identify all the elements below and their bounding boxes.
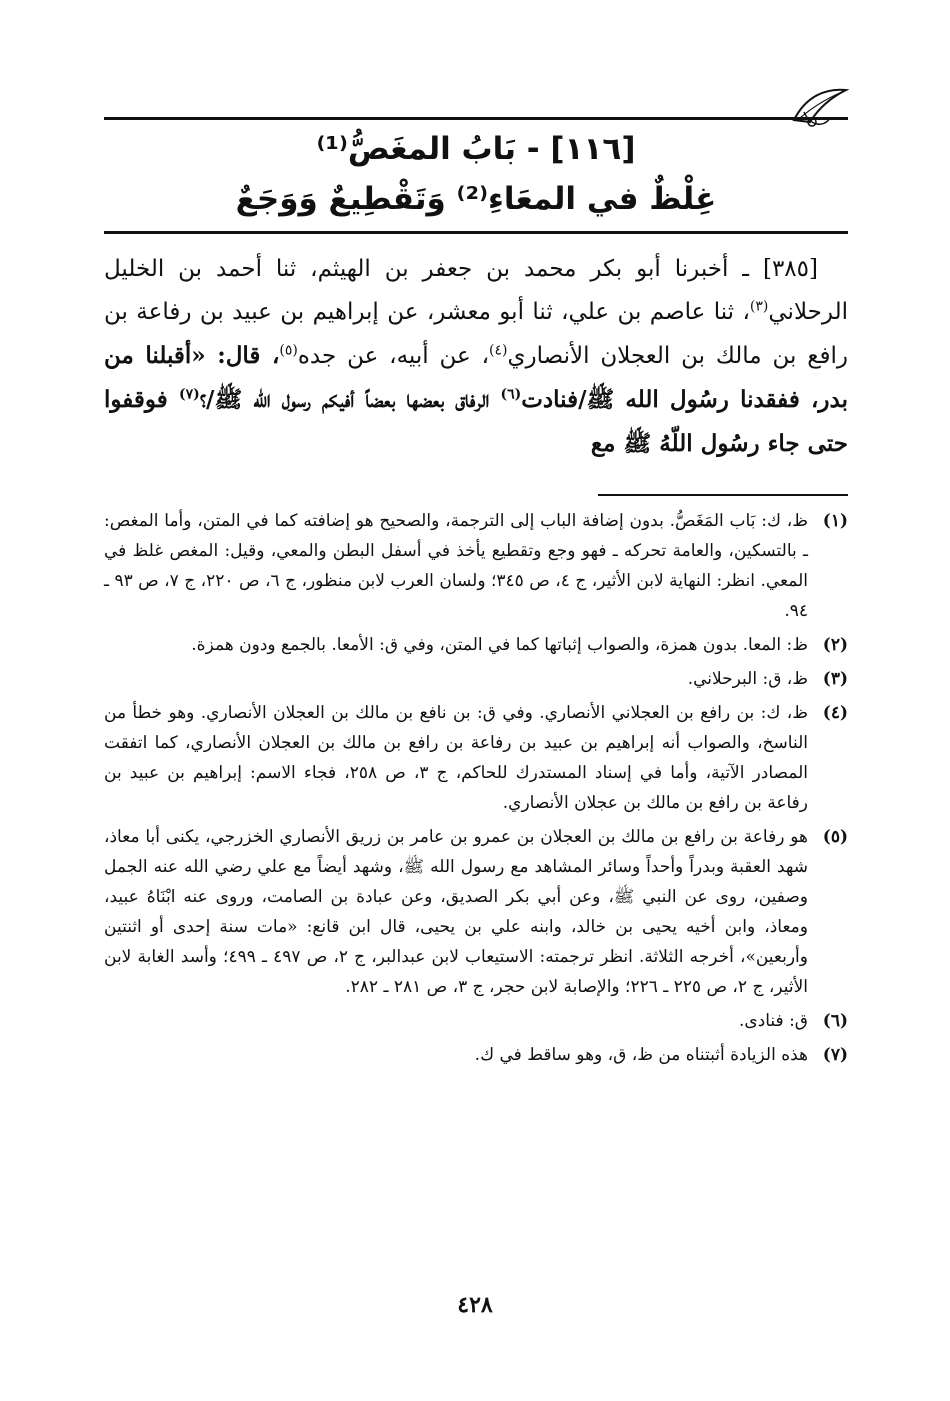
footnote-text: ظ: المعا. بدون همزة، والصواب إثباتها كما في المتن، وفي ق: الأمعا. بالجمع ودون همزة.: [191, 635, 808, 655]
matn-text: فوقفوا حتى جاء رسُول اللّهُ ﷺ مع: [104, 386, 848, 457]
footnote-number: (٣): [822, 669, 848, 689]
footnote-number: (٧): [822, 1045, 848, 1065]
footnote-5: [104, 822, 848, 1002]
footnote-text: ظ، ك: بَاب المَغَصُّ. بدون إضافة الباب إلى الترجمة، والصحيح هو إضافته كما في المتن، وأما المغص: ـ بالتسكين، والعامة تحركه ـ فهو وجع وتقطيع يأخذ في أسفل البطن والمعي، وقيل: المغص غلظ في المعي. انظر: النهاية لابن الأثير، ج ٤، ص ٣٤٥؛ ولسان العرب لابن منظور، ج ٦، ص ٢٢٠، ج ٧، ص ٩٣ ـ ٩٤.: [104, 511, 808, 621]
title-rule: [104, 231, 848, 234]
isnad-text: [٣٨٥] ـ أخبرنا أبو بكر محمد بن جعفر بن الهيثم، ثنا أحمد بن الخليل الرحلاني: [104, 256, 848, 325]
chapter-title: [١١٦] - بَابُ المغَصُّ⁽¹⁾: [316, 131, 636, 167]
footnote-ref-3: (٣): [749, 298, 769, 315]
footnote-number: (٢): [822, 635, 848, 655]
footnote-number: (١): [822, 511, 848, 531]
chapter-heading: [104, 124, 848, 224]
footnote-ref-7: (٧): [178, 386, 200, 403]
footnote-ref-5: (٥): [279, 342, 298, 359]
chapter-subtitle: غِلْظٌ في المعَاءِ⁽²⁾ وَتَقْطِيعٌ وَوَجَعٌ: [235, 181, 717, 217]
isnad-text: ، عن أبيه، عن جده: [297, 343, 490, 369]
footnotes: [104, 506, 848, 1074]
matn-text: «أقبلنا من بدر، ففقدنا رسُول الله ﷺ/فنادت: [104, 342, 848, 413]
footnote-number: (٦): [822, 1011, 848, 1031]
header-rule: [104, 117, 848, 120]
hadith-text: [104, 248, 848, 466]
footnote-number: (٥): [822, 827, 848, 847]
footnote-7: [104, 1040, 848, 1070]
footnote-text: ق: فنادى.: [738, 1011, 808, 1031]
isnad-text: ، ثنا عاصم بن علي، ثنا أبو معشر، عن إبراهيم بن عبيد بن رفاعة بن رافع بن مالك بن العجلان الأنصاري: [104, 299, 848, 369]
hadith-paragraph: [104, 248, 848, 466]
footnote-ref-6: (٦): [500, 386, 522, 403]
footnote-text: ظ، ق: البرحلاني.: [687, 669, 808, 689]
footnote-ref-4: (٤): [489, 342, 508, 359]
matn-text: الرفاق بعضها بعضاً أفيكم رسول الله ﷺ/؟: [199, 386, 501, 413]
footnote-text: ظ، ك: بن رافع بن العجلاني الأنصاري. وفي ق: بن نافع بن مالك بن العجلان الأنصاري. وهو خطأ من الناسخ، والصواب أنه إبراهيم بن عبيد بن رفاعة بن رافع بن مالك بن العجلان الأنصاري، كما اتفقت المصادر الآتية، وأما في إسناد المستدرك للحاكم، ج ٣، ص ٢٥٨، فجاء الاسم: إبراهيم بن عبيد بن رفاعة بن رافع بن مالك بن عجلان الأنصاري.: [104, 703, 808, 813]
footnote-number: (٤): [822, 703, 848, 723]
footnote-text: هذه الزيادة أثبتناه من ظ، ق، وهو ساقط في ك.: [474, 1045, 808, 1065]
footnote-4: [104, 698, 848, 818]
footnote-separator: [598, 494, 848, 496]
footnote-3: [104, 664, 848, 694]
footnote-1: [104, 506, 848, 626]
isnad-text: ، قال:: [205, 342, 280, 369]
footnote-text: هو رفاعة بن رافع بن مالك بن العجلان بن عمرو بن عامر بن زريق الأنصاري الخزرجي، يكنى أبا معاذ، شهد العقبة وبدراً وأحداً وسائر المشاهد مع رسول الله ﷺ، وشهد أيضاً مع علي رضي الله عنه الجمل وصفين، روى عن النبي ﷺ، وعن أبي بكر الصديق، وعن عبادة بن الصامت، وروى عنه ابْنَاهُ عبيد، ومعاذ، وابن أخيه يحيى بن خالد، وابنه علي بن يحيى، قال ابن قانع: «مات سنة إحدى أو اثنتين وأربعين»، أخرجه الثلاثة. انظر ترجمته: الاستيعاب لابن عبدالبر، ج ٢، ص ٤٩٧ ـ ٤٩٩؛ وأسد الغابة لابن الأثير، ج ٢، ص ٢٢٥ ـ ٢٢٦؛ والإصابة لابن حجر، ج ٣، ص ٢٨١ ـ ٢٨٢.: [104, 827, 808, 997]
footnote-6: [104, 1006, 848, 1036]
footnote-2: [104, 630, 848, 660]
page-number: ٤٢٨: [457, 1292, 493, 1318]
